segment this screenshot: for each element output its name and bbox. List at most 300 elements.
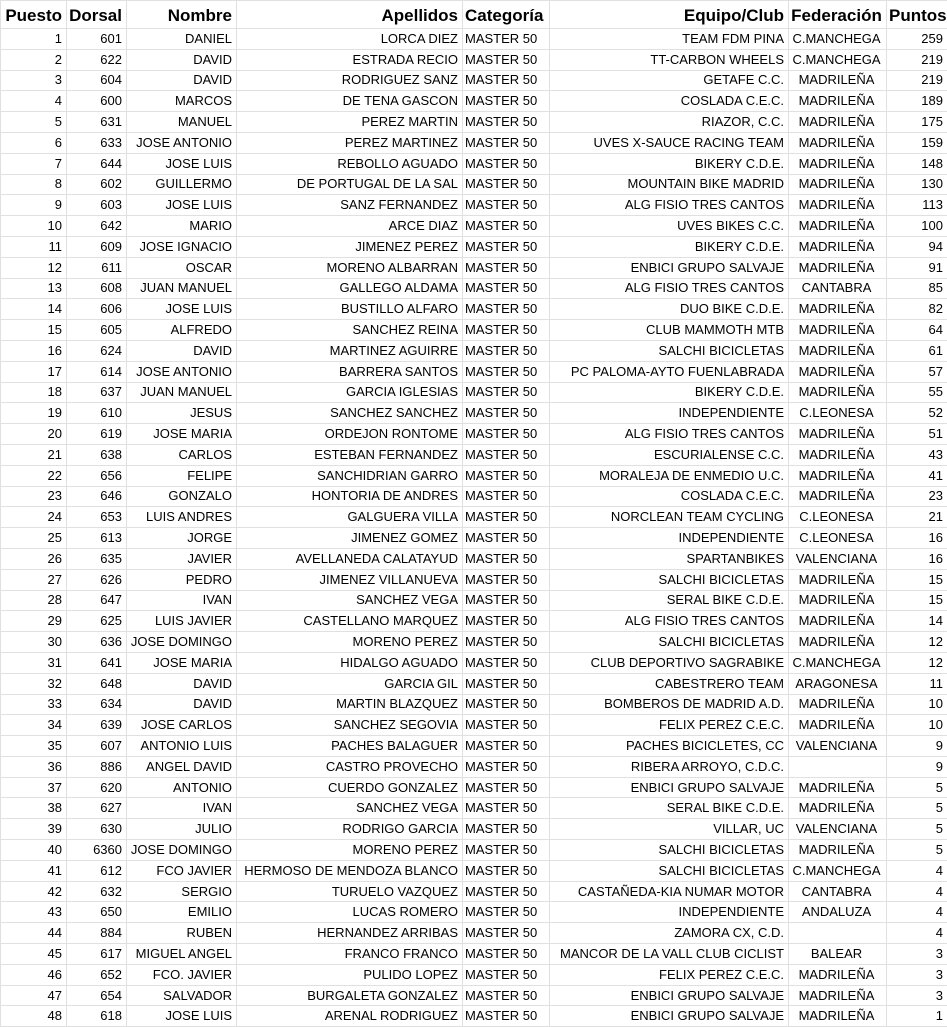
cell-apellidos: SANCHEZ SEGOVIA — [237, 715, 463, 736]
cell-federacion: MADRILEÑA — [789, 216, 887, 237]
header-nombre: Nombre — [127, 1, 237, 29]
cell-categoria: MASTER 50 — [463, 860, 550, 881]
cell-categoria: MASTER 50 — [463, 153, 550, 174]
cell-equipo: SALCHI BICICLETAS — [550, 340, 789, 361]
cell-puesto: 2 — [1, 49, 67, 70]
cell-equipo: TEAM FDM PINA — [550, 29, 789, 50]
cell-nombre: SALVADOR — [127, 985, 237, 1006]
cell-puntos: 113 — [887, 195, 947, 216]
cell-puesto: 48 — [1, 1006, 67, 1027]
cell-puesto: 17 — [1, 361, 67, 382]
cell-categoria: MASTER 50 — [463, 819, 550, 840]
table-row — [1, 216, 947, 237]
table-row — [1, 424, 947, 445]
cell-apellidos: RODRIGO GARCIA — [237, 819, 463, 840]
cell-apellidos: MORENO PEREZ — [237, 840, 463, 861]
cell-dorsal: 634 — [67, 694, 127, 715]
cell-categoria: MASTER 50 — [463, 985, 550, 1006]
cell-puesto: 8 — [1, 174, 67, 195]
cell-federacion: C.MANCHEGA — [789, 652, 887, 673]
cell-equipo: COSLADA C.E.C. — [550, 486, 789, 507]
cell-dorsal: 610 — [67, 403, 127, 424]
cell-nombre: DAVID — [127, 70, 237, 91]
table-row — [1, 902, 947, 923]
cell-equipo: PACHES BICICLETES, CC — [550, 736, 789, 757]
header-apellidos: Apellidos — [237, 1, 463, 29]
cell-federacion: MADRILEÑA — [789, 340, 887, 361]
cell-puesto: 11 — [1, 236, 67, 257]
cell-apellidos: MARTINEZ AGUIRRE — [237, 340, 463, 361]
cell-equipo: INDEPENDIENTE — [550, 403, 789, 424]
cell-puntos: 5 — [887, 777, 947, 798]
cell-categoria: MASTER 50 — [463, 569, 550, 590]
table-row — [1, 652, 947, 673]
cell-federacion: C.LEONESA — [789, 507, 887, 528]
cell-federacion: ARAGONESA — [789, 673, 887, 694]
cell-puesto: 44 — [1, 923, 67, 944]
cell-nombre: PEDRO — [127, 569, 237, 590]
cell-puesto: 43 — [1, 902, 67, 923]
cell-federacion: MADRILEÑA — [789, 112, 887, 133]
cell-dorsal: 607 — [67, 736, 127, 757]
cell-nombre: MARIO — [127, 216, 237, 237]
cell-nombre: ALFREDO — [127, 320, 237, 341]
table-row — [1, 361, 947, 382]
cell-nombre: JOSE DOMINGO — [127, 632, 237, 653]
table-row — [1, 91, 947, 112]
cell-nombre: JUAN MANUEL — [127, 278, 237, 299]
cell-federacion: MADRILEÑA — [789, 840, 887, 861]
cell-apellidos: HERNANDEZ ARRIBAS — [237, 923, 463, 944]
cell-equipo: CLUB DEPORTIVO SAGRABIKE — [550, 652, 789, 673]
cell-nombre: SERGIO — [127, 881, 237, 902]
cell-nombre: JULIO — [127, 819, 237, 840]
cell-dorsal: 637 — [67, 382, 127, 403]
cell-puesto: 29 — [1, 611, 67, 632]
cell-puntos: 10 — [887, 715, 947, 736]
cell-federacion: MADRILEÑA — [789, 320, 887, 341]
cell-equipo: ESCURIALENSE C.C. — [550, 444, 789, 465]
cell-equipo: ALG FISIO TRES CANTOS — [550, 278, 789, 299]
cell-puesto: 16 — [1, 340, 67, 361]
cell-dorsal: 654 — [67, 985, 127, 1006]
cell-dorsal: 624 — [67, 340, 127, 361]
cell-categoria: MASTER 50 — [463, 195, 550, 216]
cell-puntos: 85 — [887, 278, 947, 299]
cell-puntos: 3 — [887, 944, 947, 965]
cell-categoria: MASTER 50 — [463, 715, 550, 736]
cell-apellidos: DE PORTUGAL DE LA SAL — [237, 174, 463, 195]
cell-puesto: 27 — [1, 569, 67, 590]
cell-equipo: CASTAÑEDA-KIA NUMAR MOTOR — [550, 881, 789, 902]
cell-puesto: 20 — [1, 424, 67, 445]
cell-puesto: 24 — [1, 507, 67, 528]
cell-puesto: 45 — [1, 944, 67, 965]
cell-federacion: ANDALUZA — [789, 902, 887, 923]
cell-equipo: ENBICI GRUPO SALVAJE — [550, 257, 789, 278]
cell-nombre: JOSE LUIS — [127, 1006, 237, 1027]
cell-apellidos: FRANCO FRANCO — [237, 944, 463, 965]
cell-nombre: JOSE MARIA — [127, 652, 237, 673]
cell-equipo: ALG FISIO TRES CANTOS — [550, 424, 789, 445]
table-row — [1, 756, 947, 777]
cell-dorsal: 606 — [67, 299, 127, 320]
table-row — [1, 944, 947, 965]
cell-equipo: SALCHI BICICLETAS — [550, 840, 789, 861]
cell-apellidos: SANCHEZ SANCHEZ — [237, 403, 463, 424]
cell-equipo: CLUB MAMMOTH MTB — [550, 320, 789, 341]
cell-equipo: SERAL BIKE C.D.E. — [550, 590, 789, 611]
table-row — [1, 964, 947, 985]
cell-nombre: CARLOS — [127, 444, 237, 465]
cell-puesto: 30 — [1, 632, 67, 653]
cell-federacion — [789, 756, 887, 777]
cell-apellidos: GALLEGO ALDAMA — [237, 278, 463, 299]
cell-puesto: 6 — [1, 132, 67, 153]
cell-federacion: MADRILEÑA — [789, 694, 887, 715]
cell-categoria: MASTER 50 — [463, 1006, 550, 1027]
cell-puesto: 25 — [1, 528, 67, 549]
cell-categoria: MASTER 50 — [463, 132, 550, 153]
table-row — [1, 320, 947, 341]
header-categoria: Categoría — [463, 1, 550, 29]
cell-nombre: ANGEL DAVID — [127, 756, 237, 777]
cell-categoria: MASTER 50 — [463, 382, 550, 403]
cell-categoria: MASTER 50 — [463, 944, 550, 965]
cell-nombre: LUIS JAVIER — [127, 611, 237, 632]
cell-puntos: 5 — [887, 798, 947, 819]
cell-puntos: 4 — [887, 902, 947, 923]
cell-federacion: C.LEONESA — [789, 528, 887, 549]
cell-equipo: COSLADA C.E.C. — [550, 91, 789, 112]
cell-nombre: JOSE ANTONIO — [127, 132, 237, 153]
cell-nombre: JOSE LUIS — [127, 299, 237, 320]
cell-dorsal: 639 — [67, 715, 127, 736]
cell-dorsal: 656 — [67, 465, 127, 486]
cell-puntos: 91 — [887, 257, 947, 278]
cell-nombre: DAVID — [127, 340, 237, 361]
cell-dorsal: 613 — [67, 528, 127, 549]
cell-puntos: 21 — [887, 507, 947, 528]
cell-nombre: GUILLERMO — [127, 174, 237, 195]
cell-nombre: JUAN MANUEL — [127, 382, 237, 403]
cell-nombre: LUIS ANDRES — [127, 507, 237, 528]
cell-dorsal: 633 — [67, 132, 127, 153]
cell-equipo: MANCOR DE LA VALL CLUB CICLIST — [550, 944, 789, 965]
cell-puntos: 9 — [887, 736, 947, 757]
table-row — [1, 465, 947, 486]
table-row — [1, 985, 947, 1006]
cell-apellidos: HIDALGO AGUADO — [237, 652, 463, 673]
cell-categoria: MASTER 50 — [463, 403, 550, 424]
cell-equipo: NORCLEAN TEAM CYCLING — [550, 507, 789, 528]
cell-categoria: MASTER 50 — [463, 840, 550, 861]
cell-categoria: MASTER 50 — [463, 923, 550, 944]
cell-federacion: MADRILEÑA — [789, 486, 887, 507]
cell-puntos: 41 — [887, 465, 947, 486]
cell-equipo: DUO BIKE C.D.E. — [550, 299, 789, 320]
cell-dorsal: 644 — [67, 153, 127, 174]
cell-apellidos: ARENAL RODRIGUEZ — [237, 1006, 463, 1027]
cell-puesto: 14 — [1, 299, 67, 320]
cell-nombre: OSCAR — [127, 257, 237, 278]
cell-apellidos: LUCAS ROMERO — [237, 902, 463, 923]
table-row — [1, 174, 947, 195]
cell-apellidos: MARTIN BLAZQUEZ — [237, 694, 463, 715]
table-row — [1, 403, 947, 424]
cell-apellidos: CASTRO PROVECHO — [237, 756, 463, 777]
cell-equipo: ENBICI GRUPO SALVAJE — [550, 985, 789, 1006]
cell-puntos: 52 — [887, 403, 947, 424]
cell-puesto: 3 — [1, 70, 67, 91]
cell-nombre: JOSE IGNACIO — [127, 236, 237, 257]
cell-federacion: MADRILEÑA — [789, 444, 887, 465]
table-row — [1, 340, 947, 361]
cell-federacion: VALENCIANA — [789, 819, 887, 840]
cell-dorsal: 635 — [67, 548, 127, 569]
cell-equipo: PC PALOMA-AYTO FUENLABRADA — [550, 361, 789, 382]
cell-apellidos: MORENO ALBARRAN — [237, 257, 463, 278]
cell-dorsal: 618 — [67, 1006, 127, 1027]
cell-categoria: MASTER 50 — [463, 548, 550, 569]
cell-nombre: JAVIER — [127, 548, 237, 569]
header-puntos: Puntos — [887, 1, 947, 29]
cell-equipo: TT-CARBON WHEELS — [550, 49, 789, 70]
cell-equipo: MOUNTAIN BIKE MADRID — [550, 174, 789, 195]
cell-dorsal: 620 — [67, 777, 127, 798]
cell-federacion: C.MANCHEGA — [789, 860, 887, 881]
cell-categoria: MASTER 50 — [463, 112, 550, 133]
cell-nombre: EMILIO — [127, 902, 237, 923]
cell-categoria: MASTER 50 — [463, 70, 550, 91]
table-row — [1, 132, 947, 153]
cell-puntos: 3 — [887, 985, 947, 1006]
cell-federacion: MADRILEÑA — [789, 964, 887, 985]
cell-nombre: JOSE CARLOS — [127, 715, 237, 736]
cell-apellidos: CUERDO GONZALEZ — [237, 777, 463, 798]
cell-puesto: 37 — [1, 777, 67, 798]
cell-puesto: 23 — [1, 486, 67, 507]
cell-federacion: C.MANCHEGA — [789, 49, 887, 70]
cell-puntos: 12 — [887, 652, 947, 673]
cell-federacion: MADRILEÑA — [789, 91, 887, 112]
cell-puntos: 175 — [887, 112, 947, 133]
table-row — [1, 715, 947, 736]
cell-puesto: 15 — [1, 320, 67, 341]
cell-puntos: 51 — [887, 424, 947, 445]
cell-categoria: MASTER 50 — [463, 611, 550, 632]
cell-federacion: MADRILEÑA — [789, 236, 887, 257]
cell-puntos: 1 — [887, 1006, 947, 1027]
cell-equipo: RIAZOR, C.C. — [550, 112, 789, 133]
cell-puntos: 4 — [887, 923, 947, 944]
cell-federacion: C.MANCHEGA — [789, 29, 887, 50]
table-row — [1, 507, 947, 528]
cell-dorsal: 601 — [67, 29, 127, 50]
cell-nombre: MIGUEL ANGEL — [127, 944, 237, 965]
cell-federacion: MADRILEÑA — [789, 153, 887, 174]
cell-dorsal: 631 — [67, 112, 127, 133]
cell-equipo: ALG FISIO TRES CANTOS — [550, 195, 789, 216]
cell-dorsal: 614 — [67, 361, 127, 382]
cell-puntos: 219 — [887, 49, 947, 70]
cell-puesto: 12 — [1, 257, 67, 278]
cell-federacion: MADRILEÑA — [789, 569, 887, 590]
cell-apellidos: SANCHEZ REINA — [237, 320, 463, 341]
cell-equipo: BIKERY C.D.E. — [550, 236, 789, 257]
table-row — [1, 777, 947, 798]
cell-puesto: 13 — [1, 278, 67, 299]
cell-dorsal: 638 — [67, 444, 127, 465]
cell-dorsal: 608 — [67, 278, 127, 299]
cell-apellidos: BUSTILLO ALFARO — [237, 299, 463, 320]
cell-categoria: MASTER 50 — [463, 486, 550, 507]
cell-dorsal: 617 — [67, 944, 127, 965]
cell-puesto: 42 — [1, 881, 67, 902]
header-dorsal: Dorsal — [67, 1, 127, 29]
cell-dorsal: 627 — [67, 798, 127, 819]
cell-puntos: 5 — [887, 819, 947, 840]
cell-puntos: 57 — [887, 361, 947, 382]
cell-dorsal: 6360 — [67, 840, 127, 861]
table-row — [1, 153, 947, 174]
cell-apellidos: LORCA DIEZ — [237, 29, 463, 50]
cell-categoria: MASTER 50 — [463, 694, 550, 715]
table-row — [1, 840, 947, 861]
cell-equipo: SALCHI BICICLETAS — [550, 569, 789, 590]
cell-equipo: BIKERY C.D.E. — [550, 382, 789, 403]
cell-categoria: MASTER 50 — [463, 236, 550, 257]
cell-equipo: ALG FISIO TRES CANTOS — [550, 611, 789, 632]
cell-puesto: 32 — [1, 673, 67, 694]
cell-apellidos: JIMENEZ VILLANUEVA — [237, 569, 463, 590]
cell-federacion: MADRILEÑA — [789, 798, 887, 819]
cell-apellidos: PEREZ MARTINEZ — [237, 132, 463, 153]
table-row — [1, 112, 947, 133]
cell-apellidos: ORDEJON RONTOME — [237, 424, 463, 445]
cell-categoria: MASTER 50 — [463, 756, 550, 777]
table-row — [1, 444, 947, 465]
table-row — [1, 278, 947, 299]
cell-federacion: MADRILEÑA — [789, 465, 887, 486]
cell-categoria: MASTER 50 — [463, 528, 550, 549]
table-row — [1, 673, 947, 694]
cell-puntos: 61 — [887, 340, 947, 361]
cell-categoria: MASTER 50 — [463, 91, 550, 112]
cell-dorsal: 636 — [67, 632, 127, 653]
cell-equipo: RIBERA ARROYO, C.D.C. — [550, 756, 789, 777]
header-equipo: Equipo/Club — [550, 1, 789, 29]
cell-categoria: MASTER 50 — [463, 278, 550, 299]
cell-dorsal: 641 — [67, 652, 127, 673]
cell-federacion: MADRILEÑA — [789, 70, 887, 91]
cell-nombre: DAVID — [127, 694, 237, 715]
cell-federacion: MADRILEÑA — [789, 174, 887, 195]
cell-puntos: 12 — [887, 632, 947, 653]
cell-dorsal: 647 — [67, 590, 127, 611]
cell-puntos: 16 — [887, 548, 947, 569]
cell-categoria: MASTER 50 — [463, 49, 550, 70]
cell-apellidos: JIMENEZ GOMEZ — [237, 528, 463, 549]
cell-apellidos: CASTELLANO MARQUEZ — [237, 611, 463, 632]
cell-federacion: MADRILEÑA — [789, 1006, 887, 1027]
table-row — [1, 236, 947, 257]
table-row — [1, 70, 947, 91]
cell-puntos: 5 — [887, 840, 947, 861]
cell-puesto: 22 — [1, 465, 67, 486]
cell-categoria: MASTER 50 — [463, 216, 550, 237]
cell-apellidos: PACHES BALAGUER — [237, 736, 463, 757]
cell-puntos: 100 — [887, 216, 947, 237]
cell-dorsal: 630 — [67, 819, 127, 840]
cell-categoria: MASTER 50 — [463, 652, 550, 673]
cell-equipo: INDEPENDIENTE — [550, 902, 789, 923]
cell-federacion: VALENCIANA — [789, 548, 887, 569]
cell-federacion — [789, 923, 887, 944]
cell-federacion: MADRILEÑA — [789, 382, 887, 403]
cell-puntos: 9 — [887, 756, 947, 777]
cell-puntos: 4 — [887, 881, 947, 902]
table-row — [1, 49, 947, 70]
cell-apellidos: SANCHEZ VEGA — [237, 590, 463, 611]
cell-categoria: MASTER 50 — [463, 29, 550, 50]
cell-equipo: ZAMORA CX, C.D. — [550, 923, 789, 944]
cell-puntos: 130 — [887, 174, 947, 195]
cell-nombre: DANIEL — [127, 29, 237, 50]
cell-federacion: MADRILEÑA — [789, 590, 887, 611]
cell-dorsal: 605 — [67, 320, 127, 341]
cell-dorsal: 652 — [67, 964, 127, 985]
cell-dorsal: 600 — [67, 91, 127, 112]
cell-puesto: 46 — [1, 964, 67, 985]
cell-federacion: MADRILEÑA — [789, 611, 887, 632]
cell-federacion: CANTABRA — [789, 881, 887, 902]
cell-equipo: SPARTANBIKES — [550, 548, 789, 569]
cell-apellidos: ESTRADA RECIO — [237, 49, 463, 70]
cell-puesto: 1 — [1, 29, 67, 50]
cell-equipo: CABESTRERO TEAM — [550, 673, 789, 694]
cell-equipo: UVES BIKES C.C. — [550, 216, 789, 237]
cell-federacion: MADRILEÑA — [789, 424, 887, 445]
table-row — [1, 798, 947, 819]
cell-nombre: DAVID — [127, 49, 237, 70]
cell-dorsal: 622 — [67, 49, 127, 70]
cell-categoria: MASTER 50 — [463, 299, 550, 320]
cell-equipo: UVES X-SAUCE RACING TEAM — [550, 132, 789, 153]
cell-federacion: MADRILEÑA — [789, 257, 887, 278]
table-row — [1, 29, 947, 50]
cell-puesto: 9 — [1, 195, 67, 216]
cell-puntos: 64 — [887, 320, 947, 341]
cell-categoria: MASTER 50 — [463, 798, 550, 819]
cell-apellidos: GARCIA IGLESIAS — [237, 382, 463, 403]
cell-dorsal: 602 — [67, 174, 127, 195]
table-row — [1, 881, 947, 902]
cell-categoria: MASTER 50 — [463, 881, 550, 902]
cell-puesto: 36 — [1, 756, 67, 777]
table-row — [1, 923, 947, 944]
cell-puntos: 10 — [887, 694, 947, 715]
cell-apellidos: SANCHEZ VEGA — [237, 798, 463, 819]
cell-apellidos: PULIDO LOPEZ — [237, 964, 463, 985]
cell-dorsal: 886 — [67, 756, 127, 777]
cell-federacion: CANTABRA — [789, 278, 887, 299]
cell-puntos: 189 — [887, 91, 947, 112]
cell-apellidos: HONTORIA DE ANDRES — [237, 486, 463, 507]
cell-federacion: MADRILEÑA — [789, 132, 887, 153]
cell-puntos: 82 — [887, 299, 947, 320]
cell-equipo: INDEPENDIENTE — [550, 528, 789, 549]
